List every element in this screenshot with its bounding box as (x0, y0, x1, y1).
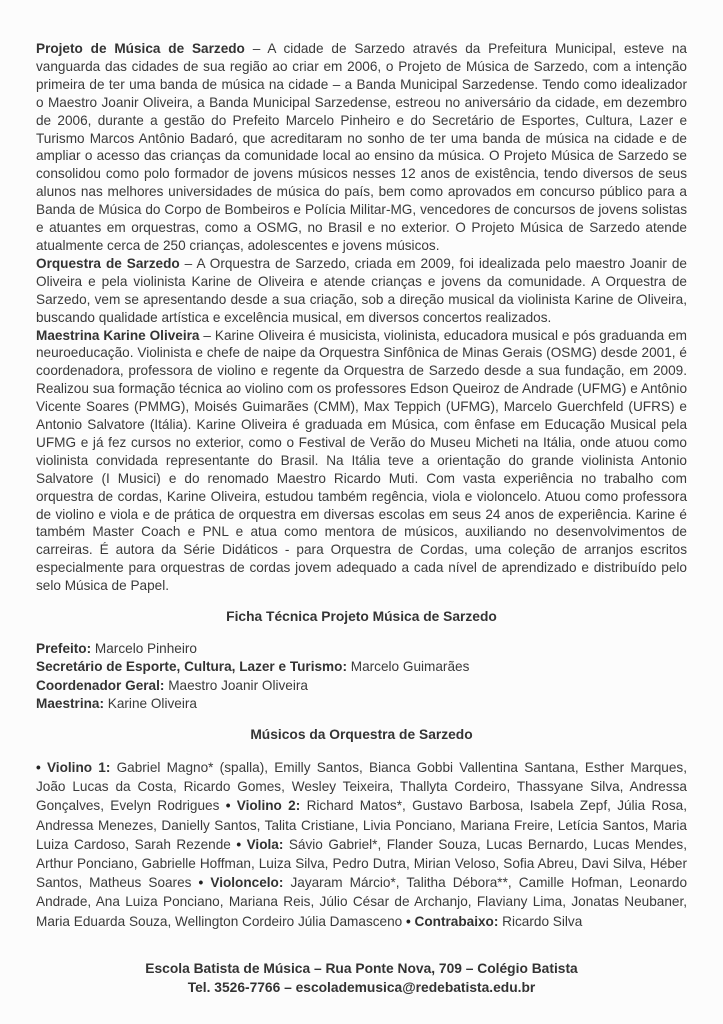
musician-names: Gabriel Magno* (spalla), Emilly Santos, Bianca Gobbi Vallentina Santana, Esther Marques, João Lucas da Costa, Ricardo Gomes, Wesley Teixeira, Thallyta Cordeiro, Thassyane Silva, Andressa Gonçalves, Evelyn Rodrigues (36, 759, 687, 814)
paragraph-lead: Projeto de Música de Sarzedo (36, 41, 245, 56)
ficha-tecnica-heading: Ficha Técnica Projeto Música de Sarzedo (226, 609, 497, 625)
paragraphs (36, 40, 687, 595)
ficha-value: Marcelo Pinheiro (94, 641, 197, 657)
paragraph-lead: Maestrina Karine Oliveira (36, 327, 200, 343)
bullet-icon: • (236, 836, 242, 852)
paragraph-text: – Karine Oliveira é musicista, violinista, educadora musical e pós graduanda em neuroeducação. Violinista e chefe de naipe da Orquestra Sinfônica de Minas Gerais (OSMG) desde 2001, é coordenadora, professora de violino e regente da Orquestra de Sarzedo desde a sua fundação, em 2009. Realizou sua formação técnica ao violino com os professores Edson Queiroz de Andrade (UFMG) e Antônio Vicente Soares (PMMG), Moisés Guimarães (CMM), Max Teppich (UFMG), Marcelo Guerchfeld (UFRS) e Antonio Salvatore (Itália). Karine Oliveira é graduada em Música, com ênfase em Educação Musical pela UFMG e já fez cursos no exterior, como o Festival de Verão do Museu Micheti na Itália, onde atuou como violinista convidada representante do Brasil. Na Itália teve a orientação do grande violinista Antonio Salvatore (I Musici) e do renomado Maestro Ricardo Muti. Com vasta experiência no trabalho com orquestra de cordas, Karine Oliveira, estudou também regência, viola e violoncelo. Atuou como professora de violino e viola e de prática de orquestra em diversas escolas em seus 24 anos de experiência. Karine é também Master Coach e PNL e atua como mentora de músicos, auxiliando no desenvolvimentos de carreiras. É autora da Série Didáticos - para Orquestra de Cordas, uma coleção de arranjos escritos especialmente para orquestras de cordas jovem adequado a cada nível de aprendizado e distribuído pelo selo Música de Papel. (36, 327, 687, 594)
ficha-value: Maestro Joanir Oliveira (168, 677, 308, 693)
musician-names: Richard Matos*, Gustavo Barbosa, Isabela Zepf, Júlia Rosa, Andressa Menezes, Danielly Santos, Talita Cristiane, Livia Ponciano, Mariana Freire, Letícia Santos, Maria Luiza Cardoso, Sarah Rezende (36, 798, 687, 852)
footer (36, 959, 687, 997)
instrument-label: Violoncelo: (210, 875, 284, 891)
bullet-icon: • (36, 759, 41, 775)
footer-contact-line: Tel. 3526-7766 – escolademusica@redebatista.edu.br (187, 979, 536, 995)
ficha-tecnica-list (36, 640, 687, 713)
paragraph-0 (36, 40, 687, 255)
ficha-value: Marcelo Guimarães (350, 659, 470, 675)
bullet-icon: • (198, 875, 204, 891)
musician-section (406, 914, 582, 929)
footer-address-line: Escola Batista de Música – Rua Ponte Nova, 709 – Colégio Batista (145, 960, 578, 976)
ficha-row (36, 640, 687, 658)
paragraph-lead: Orquestra de Sarzedo (36, 255, 180, 271)
instrument-label: Violino 1: (46, 759, 111, 775)
musician-names: Sávio Gabriel*, Flander Souza, Lucas Bernardo, Lucas Mendes, Arthur Ponciano, Gabrielle Hoffman, Luiza Silva, Pedro Dutra, Mirian Veloso, Sofia Abreu, Davi Silva, Héber Santos, Matheus Soares (36, 836, 687, 891)
musician-names: Ricardo Silva (502, 913, 583, 929)
ficha-row (36, 658, 687, 676)
paragraph-text: – A Orquestra de Sarzedo, criada em 2009, foi idealizada pelo maestro Joanir de Oliveira e pela violinista Karine de Oliveira e atende crianças e jovens da comunidade. A Orquestra de Sarzedo, vem se apresentando desde a sua criação, sob a direção musical da violinista Karine de Oliveira, buscando qualidade artística e excelência musical, em diversos concertos realizados. (36, 255, 687, 325)
instrument-label: Viola: (246, 836, 284, 852)
musician-names: Jayaram Márcio*, Talitha Débora**, Camille Hofman, Leonardo Andrade, Ana Luiza Ponciano, Mariana Reis, Júlio César de Archanjo, Flaviany Lima, Jonatas Neubaner, Maria Eduarda Souza, Wellington Cordeiro Júlia Damasceno (36, 875, 687, 929)
paragraph-2 (36, 327, 687, 596)
ficha-row (36, 677, 687, 695)
musicians-heading: Músicos da Orquestra de Sarzedo (250, 726, 473, 742)
musicians-paragraph (36, 758, 687, 931)
paragraph-1 (36, 255, 687, 327)
ficha-label: Prefeito: (36, 641, 92, 657)
paragraph-text: – A cidade de Sarzedo através da Prefeitura Municipal, esteve na vanguarda das cidades de sua região ao criar em 2006, o Projeto de Música de Sarzedo, com a intenção primeira de ter uma banda de música na cidade – a Banda Municipal Sarzedense. Tendo como idealizador o Maestro Joanir Oliveira, a Banda Municipal Sarzedense, estreou no aniversário da cidade, em dezembro de 2006, durante a gestão do Prefeito Marcelo Pinheiro e do Secretário de Esportes, Cultura, Lazer e Turismo Marcos Antônio Badaró, que acreditaram no sonho de ter uma banda de música na cidade e de ampliar o acesso das crianças da comunidade local ao ensino da música. O Projeto Música de Sarzedo se consolidou como polo formador de jovens músicos nesses 12 anos de existência, tendo diversos de seus alunos nas melhores universidades de música do país, bem como aprovados em concurso público para a Banda de Música do Corpo de Bombeiros e Polícia Militar-MG, vencedores de concursos de jovens solistas e atuantes em orquestras, como a OSMG, no Brasil e no exterior. O Projeto Música de Sarzedo atende atualmente cerca de 250 crianças, adolescentes e jovens músicos. (36, 41, 687, 253)
ficha-label: Secretário de Esporte, Cultura, Lazer e Turismo: (36, 659, 347, 675)
instrument-label: Contrabaixo: (414, 913, 499, 929)
instrument-label: Violino 2: (236, 798, 301, 814)
ficha-label: Maestrina: (36, 695, 104, 711)
bullet-icon: • (225, 798, 231, 814)
ficha-value: Karine Oliveira (107, 695, 197, 711)
ficha-label: Coordenador Geral: (36, 677, 165, 693)
bullet-icon: • (406, 913, 411, 929)
ficha-row (36, 695, 687, 713)
